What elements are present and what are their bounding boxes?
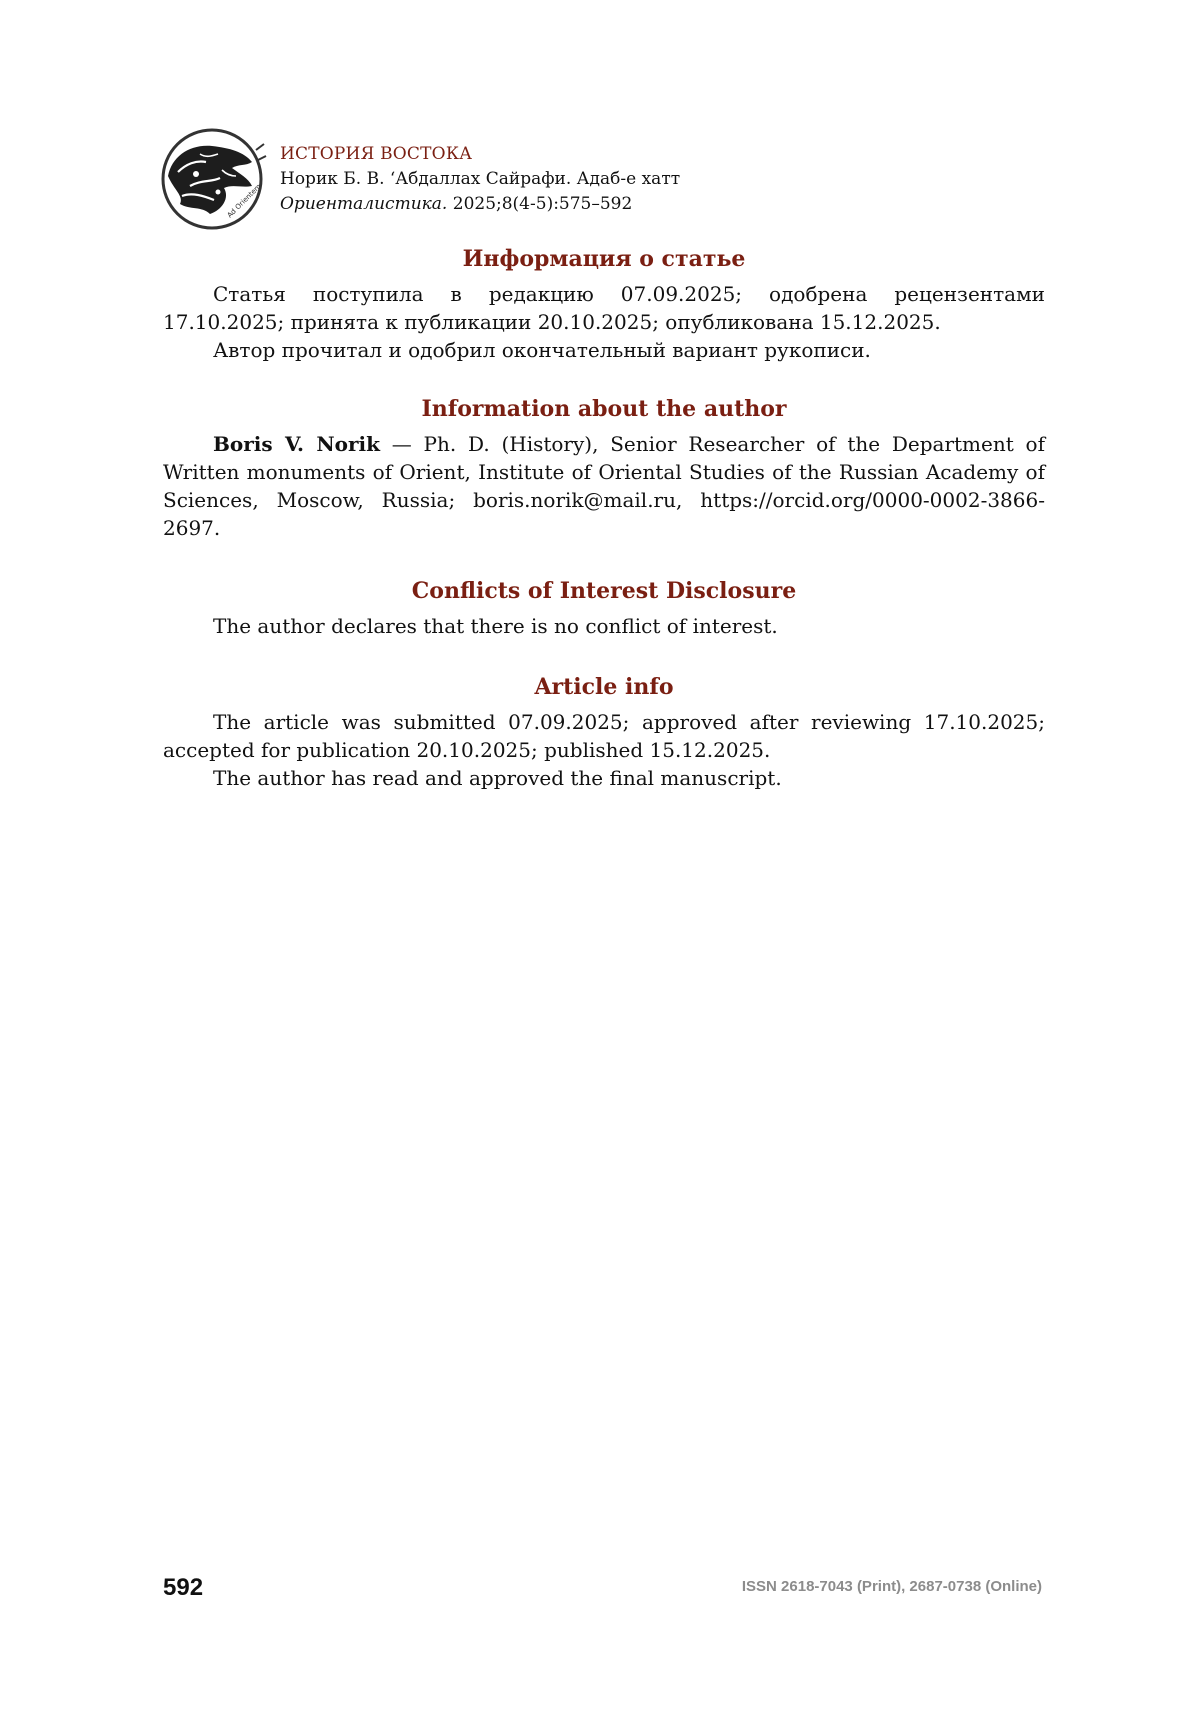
- svg-text:Ad Orientem: Ad Orientem: [225, 182, 263, 220]
- citation-title: Норик Б. В. ‘Абдаллах Сайрафи. Адаб-е хатт: [280, 169, 681, 189]
- page-number: 592: [163, 1574, 204, 1601]
- header-text: [280, 142, 680, 217]
- page-content: [163, 244, 1045, 792]
- section-heading: Conflicts of Interest Disclosure: [411, 578, 797, 604]
- paragraph: The author declares that there is no conflict of interest.: [213, 614, 778, 638]
- section-conflicts: [163, 576, 1045, 640]
- issn-footer: ISSN 2618-7043 (Print), 2687-0738 (Online): [741, 1578, 1042, 1595]
- citation-journal: Ориенталистика.: [280, 194, 448, 214]
- paragraph: Автор прочитал и одобрил окончательный вариант рукописи.: [213, 338, 871, 362]
- section-heading: Информация о статье: [462, 246, 746, 272]
- paragraph: The article was submitted 07.09.2025; approved after reviewing 17.10.2025; accepted for publication 20.10.2025; published 15.12.2025.: [163, 710, 1045, 762]
- citation-details: 2025;8(4-5):575–592: [447, 194, 633, 214]
- paragraph: The author has read and approved the final manuscript.: [213, 766, 782, 790]
- section-en-article-info: [163, 672, 1045, 792]
- journal-name: ИСТОРИЯ ВОСТОКА: [280, 144, 473, 164]
- section-author-info: [163, 394, 1045, 542]
- citation-reference: [280, 192, 680, 217]
- section-heading: Article info: [534, 674, 674, 700]
- journal-logo-icon: [160, 126, 268, 232]
- author-paragraph: [163, 430, 1045, 542]
- section-heading: Information about the author: [421, 396, 787, 422]
- author-details: — Ph. D. (History), Senior Researcher of the Department of Written monuments of Orient, Institute of Oriental Studies of the Russian Academy of Sciences, Moscow, Russia; boris.norik@mail.ru, https://orcid.org/0000-0002-3866-2697.: [163, 432, 1045, 540]
- section-ru-article-info: [163, 244, 1045, 364]
- paragraph: Статья поступила в редакцию 07.09.2025; одобрена рецензентами 17.10.2025; принята к публикации 20.10.2025; опубликована 15.12.2025.: [163, 282, 1045, 334]
- running-header: [160, 126, 1060, 236]
- author-name: Boris V. Norik: [213, 432, 380, 456]
